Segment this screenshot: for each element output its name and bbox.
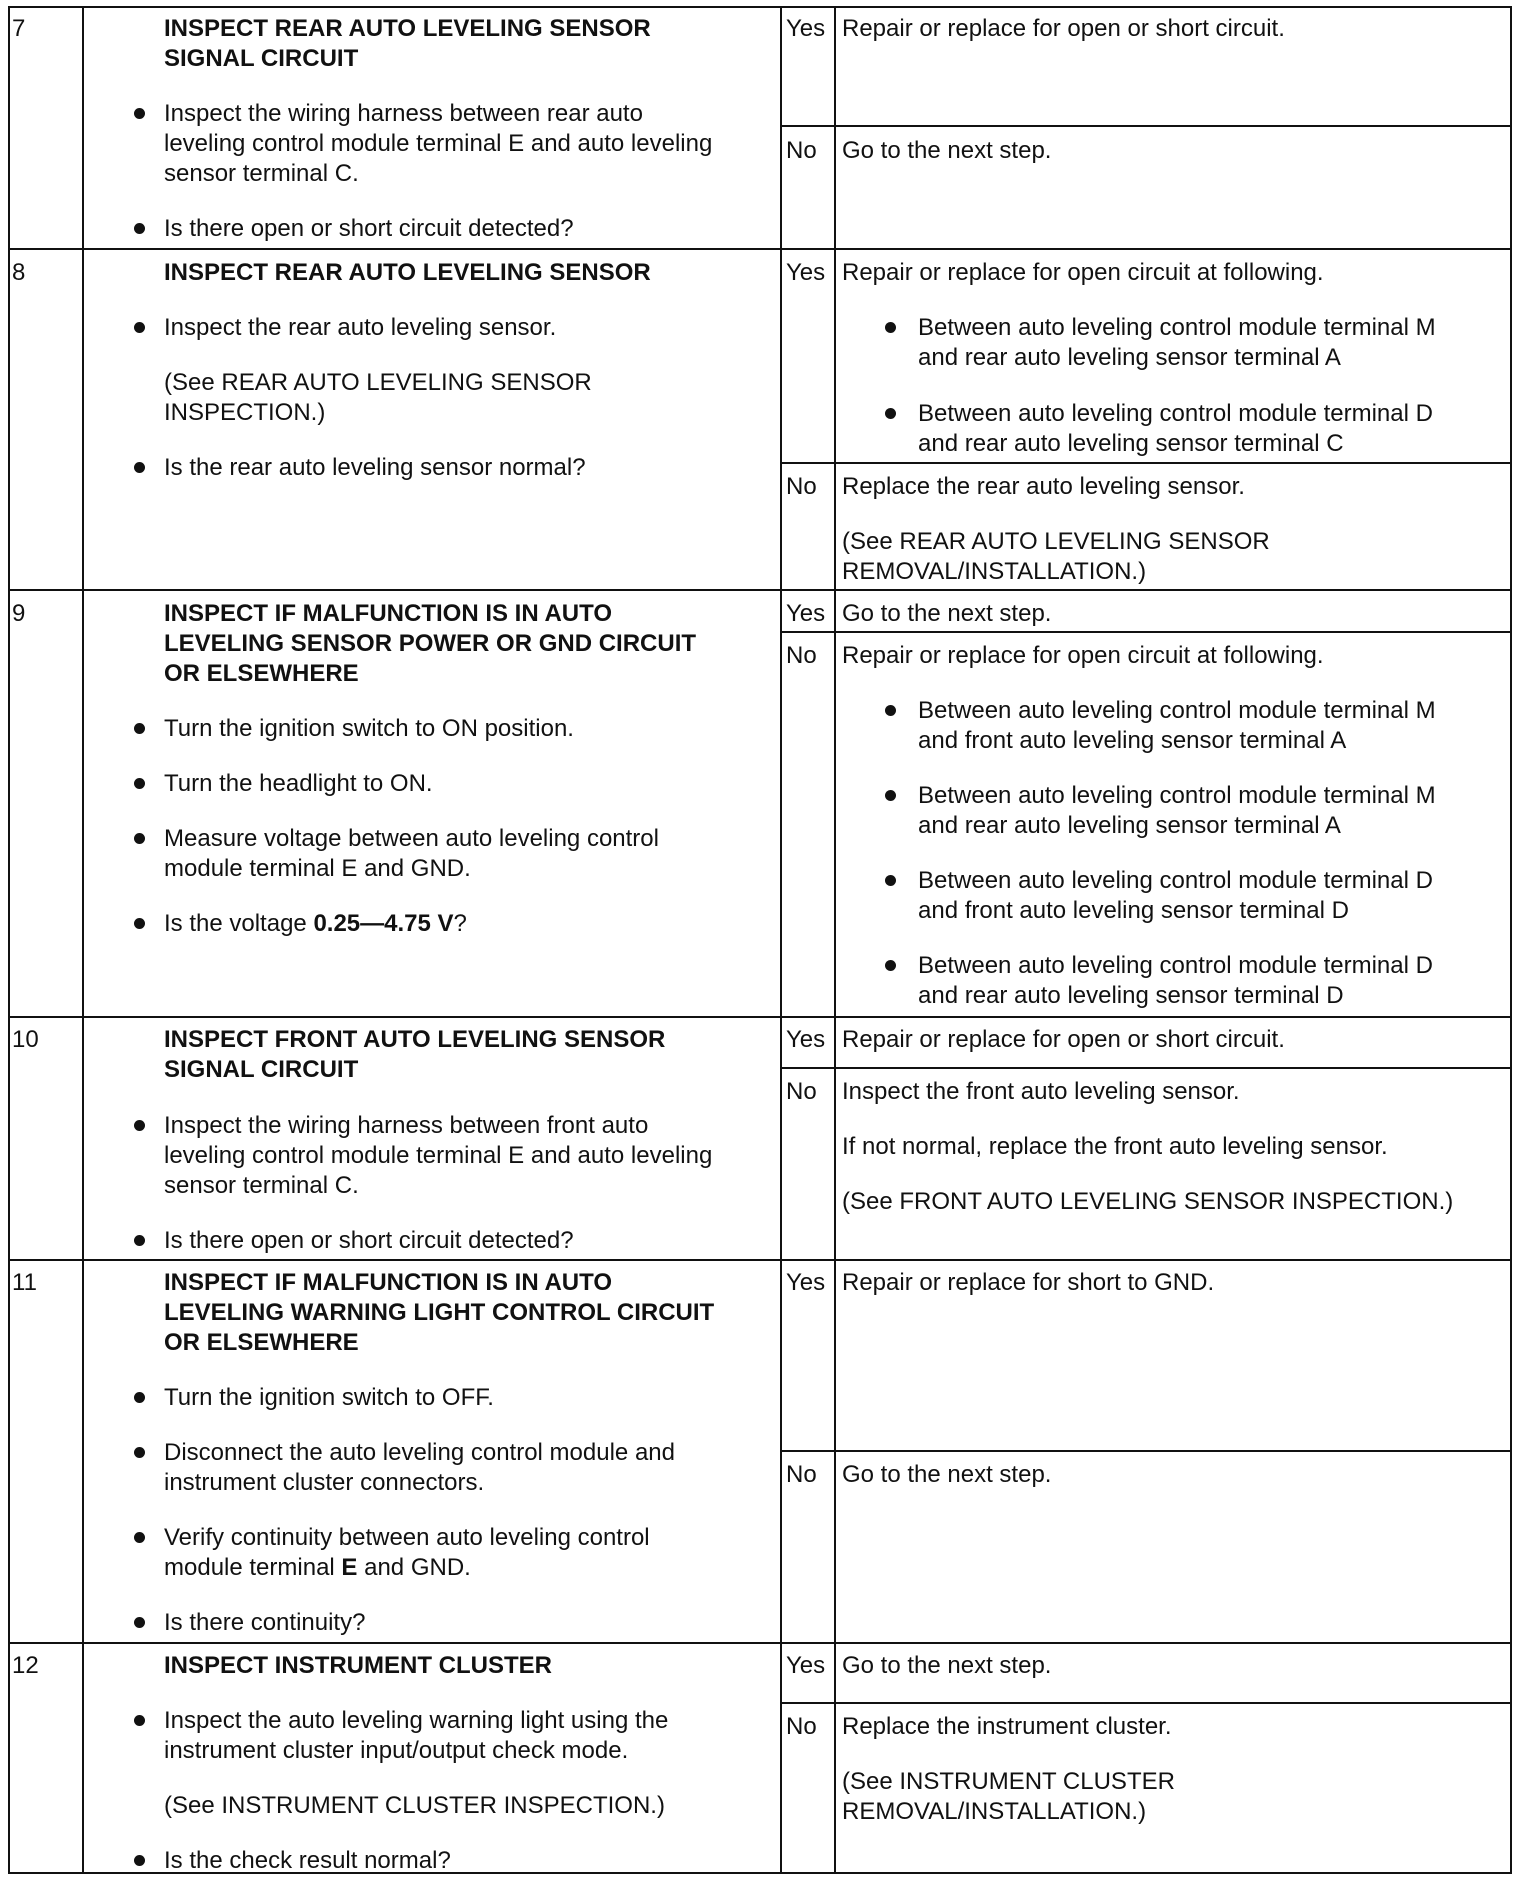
bullet-icon xyxy=(885,705,896,716)
bullet-icon xyxy=(885,875,896,886)
row-divider xyxy=(8,1016,1512,1018)
yes-result-text: Go to the next step. xyxy=(842,1652,1052,1679)
no-result-text: Go to the next step. xyxy=(842,137,1052,164)
action-text: Turn the headlight to ON. xyxy=(164,770,433,797)
step-number: 11 xyxy=(12,1269,37,1296)
no-label: No xyxy=(786,642,817,669)
step-title: INSPECT FRONT AUTO LEVELING SENSOR xyxy=(164,1026,666,1053)
row-divider xyxy=(8,1259,1512,1261)
action-text: Turn the ignition switch to OFF. xyxy=(164,1384,494,1411)
no-result-text: Replace the instrument cluster. xyxy=(842,1713,1172,1740)
no-result-text: Between auto leveling control module terminal M xyxy=(918,782,1436,809)
bullet-icon xyxy=(134,462,145,473)
no-result-text: (See REAR AUTO LEVELING SENSOR xyxy=(842,528,1270,555)
bullet-icon xyxy=(134,1392,145,1403)
no-result-text: Between auto leveling control module terminal D xyxy=(918,867,1433,894)
bullet-icon xyxy=(134,223,145,234)
step-title: LEVELING WARNING LIGHT CONTROL CIRCUIT xyxy=(164,1299,715,1326)
step-title: INSPECT INSTRUMENT CLUSTER xyxy=(164,1652,553,1679)
action-text: leveling control module terminal E and auto leveling xyxy=(164,1142,713,1169)
row-divider xyxy=(8,589,1512,591)
yes-no-divider xyxy=(780,631,1512,633)
action-text: Is the check result normal? xyxy=(164,1847,451,1874)
action-text: sensor terminal C. xyxy=(164,1172,359,1199)
action-text: Turn the ignition switch to ON position. xyxy=(164,715,574,742)
no-label: No xyxy=(786,1713,817,1740)
voltage-question xyxy=(164,909,467,939)
yes-result-text: and rear auto leveling sensor terminal A xyxy=(918,344,1341,371)
step-title: SIGNAL CIRCUIT xyxy=(164,1056,359,1083)
no-result-text: Replace the rear auto leveling sensor. xyxy=(842,473,1245,500)
bullet-icon xyxy=(134,1120,145,1131)
yes-label: Yes xyxy=(786,600,826,627)
action-text: leveling control module terminal E and auto leveling xyxy=(164,130,713,157)
step-number: 8 xyxy=(12,259,26,286)
yes-no-divider xyxy=(780,125,1512,127)
yes-label: Yes xyxy=(786,1269,826,1296)
no-result-text: and rear auto leveling sensor terminal D xyxy=(918,982,1344,1009)
row-divider xyxy=(8,248,1512,250)
bullet-icon xyxy=(885,408,896,419)
yes-result-text: Repair or replace for short to GND. xyxy=(842,1269,1215,1296)
yes-result-text: Repair or replace for open or short circuit. xyxy=(842,1026,1285,1053)
step-number: 7 xyxy=(12,15,26,42)
action-text: (See REAR AUTO LEVELING SENSOR xyxy=(164,369,592,396)
action-text: Is there continuity? xyxy=(164,1609,366,1636)
terminal-e: E xyxy=(341,1554,358,1581)
action-text: Inspect the rear auto leveling sensor. xyxy=(164,314,557,341)
no-result-text: Between auto leveling control module terminal M xyxy=(918,697,1436,724)
no-result-text: (See INSTRUMENT CLUSTER xyxy=(842,1768,1175,1795)
action-text: Inspect the wiring harness between front auto xyxy=(164,1112,649,1139)
yes-result-text: Go to the next step. xyxy=(842,600,1052,627)
yes-result-text: and rear auto leveling sensor terminal C xyxy=(918,430,1344,457)
yes-no-divider xyxy=(780,1450,1512,1452)
no-result-text: and front auto leveling sensor terminal A xyxy=(918,727,1347,754)
yes-no-divider xyxy=(780,462,1512,464)
bullet-icon xyxy=(134,322,145,333)
continuity-text: module terminal xyxy=(164,1554,342,1581)
bullet-icon xyxy=(885,960,896,971)
step-title: INSPECT REAR AUTO LEVELING SENSOR xyxy=(164,259,651,286)
action-text: INSPECTION.) xyxy=(164,399,326,426)
action-text: Inspect the wiring harness between rear auto xyxy=(164,100,643,127)
action-text: Verify continuity between auto leveling control xyxy=(164,1524,650,1551)
bullet-icon xyxy=(885,790,896,801)
step-title: INSPECT IF MALFUNCTION IS IN AUTO xyxy=(164,1269,612,1296)
step-title: SIGNAL CIRCUIT xyxy=(164,45,359,72)
step-title: INSPECT IF MALFUNCTION IS IN AUTO xyxy=(164,600,612,627)
bullet-icon xyxy=(134,1235,145,1246)
col-divider-step xyxy=(82,6,84,1874)
no-result-text: (See FRONT AUTO LEVELING SENSOR INSPECTION.) xyxy=(842,1188,1454,1215)
yes-result-text: Between auto leveling control module terminal M xyxy=(918,314,1436,341)
action-text: Disconnect the auto leveling control module and xyxy=(164,1439,675,1466)
col-divider-action xyxy=(780,6,782,1874)
bullet-icon xyxy=(134,778,145,789)
yes-label: Yes xyxy=(786,15,826,42)
action-text: Is there open or short circuit detected? xyxy=(164,215,574,242)
no-label: No xyxy=(786,1461,817,1488)
no-result-text: REMOVAL/INSTALLATION.) xyxy=(842,1798,1147,1825)
step-number: 10 xyxy=(12,1026,39,1053)
bullet-icon xyxy=(134,1447,145,1458)
no-result-text: If not normal, replace the front auto leveling sensor. xyxy=(842,1133,1388,1160)
continuity-line xyxy=(164,1553,471,1583)
no-result-text: Inspect the front auto leveling sensor. xyxy=(842,1078,1240,1105)
bullet-icon xyxy=(134,108,145,119)
bullet-icon xyxy=(134,1532,145,1543)
action-text: Inspect the auto leveling warning light using the xyxy=(164,1707,669,1734)
bullet-icon xyxy=(134,1715,145,1726)
yes-label: Yes xyxy=(786,1652,826,1679)
bullet-icon xyxy=(885,322,896,333)
yes-result-text: Repair or replace for open or short circuit. xyxy=(842,15,1285,42)
step-number: 9 xyxy=(12,600,26,627)
action-text: module terminal E and GND. xyxy=(164,855,471,882)
yes-result-text: Between auto leveling control module terminal D xyxy=(918,400,1433,427)
step-title: LEVELING SENSOR POWER OR GND CIRCUIT xyxy=(164,630,697,657)
step-title: OR ELSEWHERE xyxy=(164,1329,359,1356)
action-text: instrument cluster input/output check mode. xyxy=(164,1737,629,1764)
bullet-icon xyxy=(134,723,145,734)
bullet-icon xyxy=(134,1617,145,1628)
no-result-text: and front auto leveling sensor terminal D xyxy=(918,897,1349,924)
yes-label: Yes xyxy=(786,1026,826,1053)
step-title: INSPECT REAR AUTO LEVELING SENSOR xyxy=(164,15,651,42)
bullet-icon xyxy=(134,1855,145,1866)
bullet-icon xyxy=(134,918,145,929)
no-result-text: Go to the next step. xyxy=(842,1461,1052,1488)
action-text: Measure voltage between auto leveling control xyxy=(164,825,659,852)
voltage-spec: 0.25—4.75 V xyxy=(313,910,454,937)
no-result-text: Repair or replace for open circuit at following. xyxy=(842,642,1324,669)
no-label: No xyxy=(786,1078,817,1105)
action-text: Is there open or short circuit detected? xyxy=(164,1227,574,1254)
no-label: No xyxy=(786,473,817,500)
no-label: No xyxy=(786,137,817,164)
action-text: sensor terminal C. xyxy=(164,160,359,187)
step-number: 12 xyxy=(12,1652,39,1679)
action-text: (See INSTRUMENT CLUSTER INSPECTION.) xyxy=(164,1792,665,1819)
no-result-text: REMOVAL/INSTALLATION.) xyxy=(842,558,1147,585)
step-title: OR ELSEWHERE xyxy=(164,660,359,687)
action-text: Is the rear auto leveling sensor normal? xyxy=(164,454,586,481)
col-divider-result xyxy=(834,6,836,1874)
bullet-icon xyxy=(134,833,145,844)
yes-no-divider xyxy=(780,1067,1512,1069)
continuity-text-end: and GND. xyxy=(357,1554,471,1581)
yes-result-text: Repair or replace for open circuit at following. xyxy=(842,259,1324,286)
no-result-text: and rear auto leveling sensor terminal A xyxy=(918,812,1341,839)
yes-label: Yes xyxy=(786,259,826,286)
voltage-question-end: ? xyxy=(453,910,467,937)
action-text: instrument cluster connectors. xyxy=(164,1469,485,1496)
row-divider xyxy=(8,1642,1512,1644)
no-result-text: Between auto leveling control module terminal D xyxy=(918,952,1433,979)
yes-no-divider xyxy=(780,1702,1512,1704)
voltage-question-text: Is the voltage xyxy=(164,910,314,937)
